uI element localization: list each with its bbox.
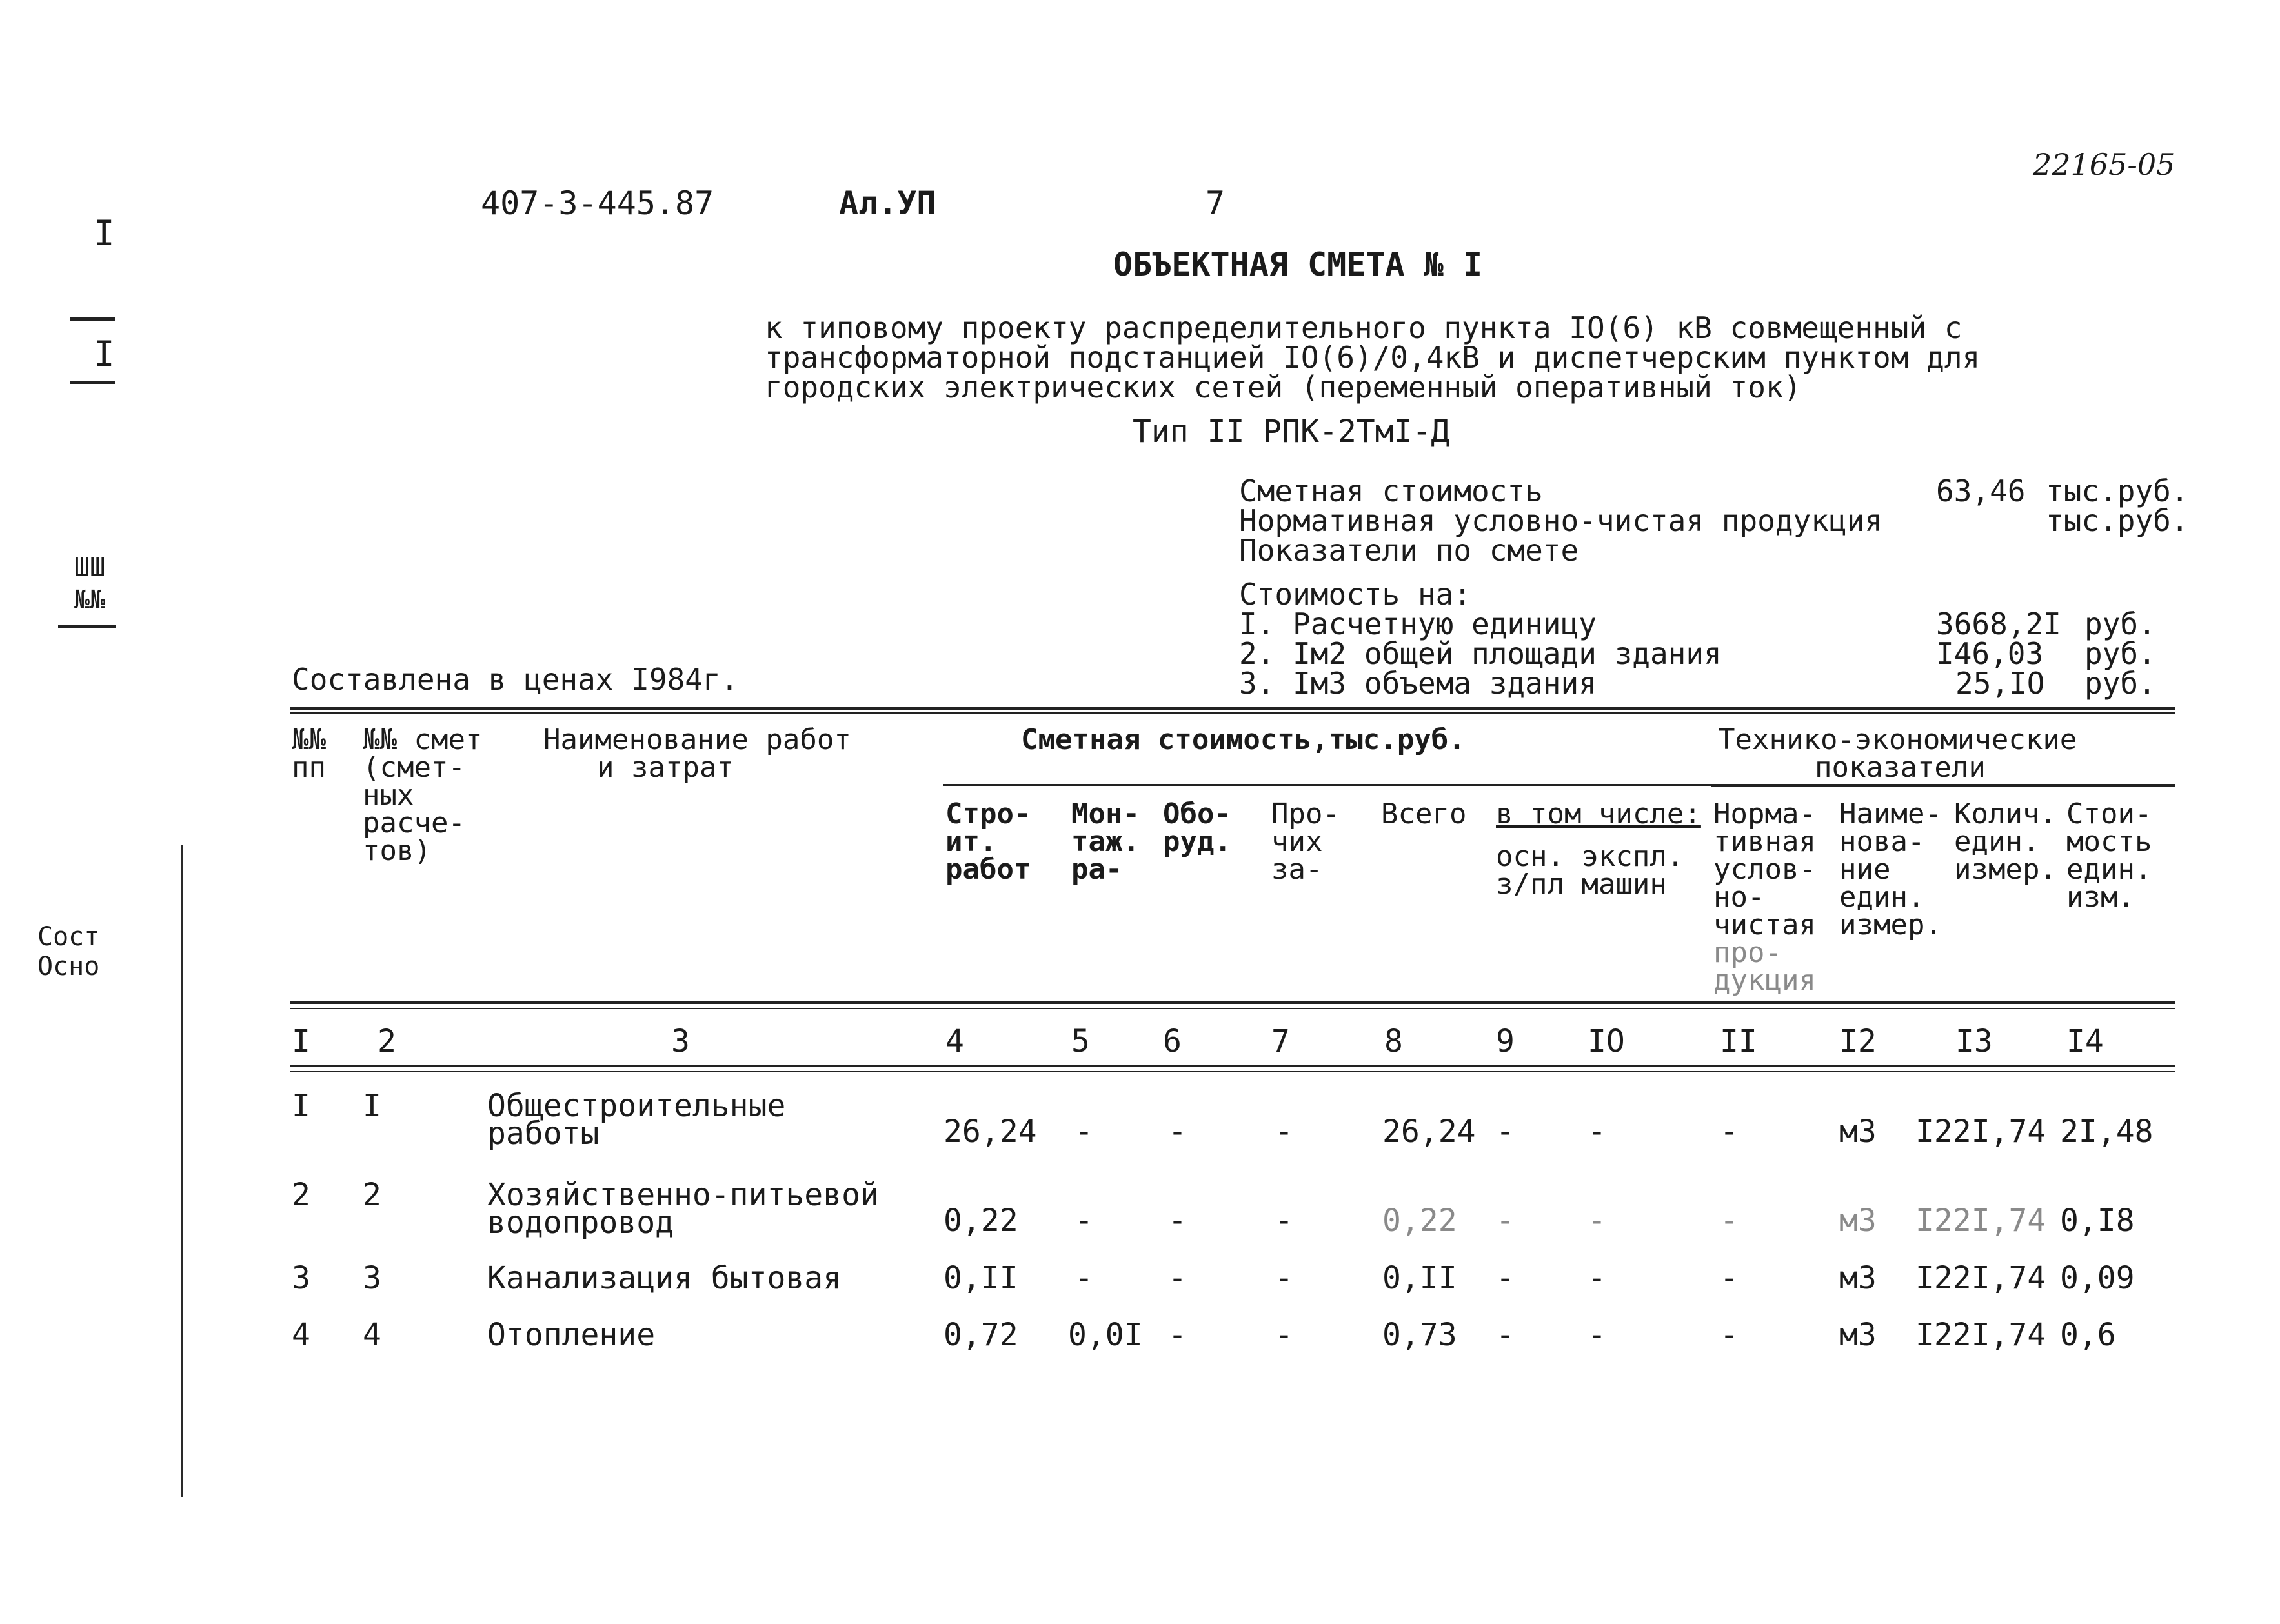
column-number-rule [290,1071,2175,1072]
mount-cost: - [1074,1203,1093,1239]
col-qty-header: един. [1954,825,2040,858]
header-rule [943,784,1721,786]
col-num-header: пп [292,751,326,784]
col-unitname-header: ние [1839,853,1891,886]
work-name: водопровод [487,1205,674,1241]
col-unitcost-header: изм. [2066,881,2135,914]
unit-cost: 0,I8 [2060,1203,2135,1239]
total-cost: 0,73 [1382,1317,1457,1353]
archive-stamp: 22165-05 [2033,147,2175,182]
cost-per-label: Стоимость на: [1239,577,1472,612]
other-cost: - [1275,1260,1293,1296]
total-cost: 0,II [1382,1260,1457,1296]
column-number: II [1720,1023,1757,1059]
unit-quantity: I22I,74 [1915,1260,2046,1296]
build-cost: 0,II [943,1260,1018,1296]
type-line: Тип II РПК-2ТмI-Д [1133,414,1450,450]
col-name-header: Наименование работ [543,723,851,756]
column-number: 9 [1496,1023,1515,1059]
indicators-label: Показатели по смете [1239,533,1579,568]
mount-cost: - [1074,1114,1093,1150]
estimate-number: 4 [363,1317,381,1353]
margin-rule [70,381,115,384]
cost-value: 63,46 [1936,474,2026,508]
equip-cost: - [1168,1114,1187,1150]
equip-cost: - [1168,1260,1187,1296]
page-number: 7 [1206,185,1226,222]
col-other-header: Про- [1271,797,1340,830]
col-unitname-header: измер. [1839,908,1942,941]
col-unitcost-header: един. [2066,853,2152,886]
indicator-value: 3668,2I [1936,606,2061,641]
tech-group-header: Технико-экономические [1718,723,2077,756]
equip-cost: - [1168,1203,1187,1239]
cost-group-header: Сметная стоимость,тыс.руб. [1021,723,1466,756]
total-cost: 26,24 [1382,1114,1476,1150]
document-title: ОБЪЕКТНАЯ СМЕТА № I [1113,246,1482,283]
other-cost: - [1275,1203,1293,1239]
unit-cost: 0,09 [2060,1260,2135,1296]
tech-group-header: показатели [1815,751,1986,784]
machine-cost: - [1588,1317,1606,1353]
margin-rule [70,317,115,321]
col-norm-header: чистая [1713,908,1816,941]
margin-rule [58,625,116,628]
total-cost: 0,22 [1382,1203,1457,1239]
work-name: работы [487,1116,600,1152]
doc-code: 407-3-445.87 [481,185,714,222]
col-num-header: №№ [292,723,326,756]
col-estimate-header: расче- [363,807,465,839]
col-build-header: Стро- [945,797,1031,830]
col-unitname-header: един. [1839,881,1925,914]
subtitle-line: трансформаторной подстанцией IO(6)/0,4кВ и диспетчерским пунктом для [765,340,1981,375]
prices-note: Составлена в ценах I984г. [292,662,739,697]
mount-cost: 0,0I [1068,1317,1143,1353]
column-number: I3 [1955,1023,1993,1059]
col-build-header: ит. [945,825,997,858]
col-equip-header: Обо- [1163,797,1231,830]
col-including-sub: з/пл машин [1496,868,1667,901]
estimate-number: 3 [363,1260,381,1296]
work-name: Общестроительные [487,1088,786,1124]
column-number: 3 [671,1023,690,1059]
unit-cost: 2I,48 [2060,1114,2154,1150]
unit-quantity: I22I,74 [1915,1203,2046,1239]
column-number-rule [290,1065,2175,1067]
col-other-header: чих [1271,825,1323,858]
column-number: 5 [1071,1023,1090,1059]
norm-unit: тыс.руб. [2046,503,2189,538]
col-total-header: Всего [1381,797,1467,830]
col-equip-header: руд. [1163,825,1231,858]
machine-cost: - [1588,1203,1606,1239]
indicator-unit: руб. [2084,666,2156,701]
work-name: Отопление [487,1317,656,1353]
col-norm-header: тивная [1713,825,1816,858]
margin-mark: I [94,213,115,254]
margin-mark: №№ [74,585,106,615]
header-rule [1711,784,2175,787]
row-number: 3 [292,1260,310,1296]
other-cost: - [1275,1317,1293,1353]
unit-cost: 0,6 [2060,1317,2116,1353]
col-estimate-header: тов) [363,834,431,867]
wages-cost: - [1496,1317,1515,1353]
indicator-value: 25,IO [1955,666,2045,701]
col-unitname-header: нова- [1839,825,1925,858]
col-name-header: и затрат [597,751,734,784]
margin-mark: Осно [37,952,100,981]
column-number: I [292,1023,310,1059]
wages-cost: - [1496,1114,1515,1150]
column-number: I4 [2066,1023,2104,1059]
margin-mark: Сост [37,922,100,952]
indicator-unit: руб. [2084,606,2156,641]
norm-product: - [1720,1317,1739,1353]
cost-label: Сметная стоимость [1239,474,1543,508]
col-norm-header: дукция [1713,964,1816,997]
col-unitcost-header: мость [2066,825,2152,858]
estimate-number: 2 [363,1177,381,1213]
col-including-header: в том числе: [1496,797,1701,830]
col-estimate-header: №№ смет [363,723,483,756]
indicator-label: 3. Iм3 объема здания [1239,666,1597,701]
table-top-rule [290,707,2175,710]
mount-cost: - [1074,1260,1093,1296]
col-estimate-header: ных [363,779,414,812]
wages-cost: - [1496,1260,1515,1296]
equip-cost: - [1168,1317,1187,1353]
build-cost: 0,72 [943,1317,1018,1353]
column-number: 7 [1271,1023,1290,1059]
machine-cost: - [1588,1114,1606,1150]
unit-quantity: I22I,74 [1915,1114,2046,1150]
col-build-header: работ [945,853,1031,886]
col-norm-header: но- [1713,881,1765,914]
col-mount-header: таж. [1071,825,1140,858]
machine-cost: - [1588,1260,1606,1296]
column-number: 2 [378,1023,396,1059]
cost-unit: тыс.руб. [2046,474,2189,508]
header-bottom-rule [290,1001,2175,1004]
margin-mark: ШШ [74,553,106,583]
header-bottom-rule [290,1008,2175,1009]
col-unitname-header: Наиме- [1839,797,1942,830]
col-unitcost-header: Стои- [2066,797,2152,830]
column-number: 4 [945,1023,964,1059]
column-number: 8 [1384,1023,1403,1059]
unit-name: м3 [1839,1317,1877,1353]
column-number: 6 [1163,1023,1182,1059]
unit-name: м3 [1839,1203,1877,1239]
indicator-label: 2. Iм2 общей площади здания [1239,636,1722,671]
wages-cost: - [1496,1203,1515,1239]
build-cost: 26,24 [943,1114,1037,1150]
album-number: Ал.УП [839,185,936,222]
col-qty-header: измер. [1954,853,2057,886]
norm-label: Нормативная условно-чистая продукция [1239,503,1882,538]
col-norm-header: Норма- [1713,797,1816,830]
col-norm-header: услов- [1713,853,1816,886]
col-including-sub: осн. экспл. [1496,840,1684,873]
row-number: 2 [292,1177,310,1213]
column-number: IO [1588,1023,1625,1059]
unit-name: м3 [1839,1260,1877,1296]
norm-product: - [1720,1260,1739,1296]
unit-quantity: I22I,74 [1915,1317,2046,1353]
row-number: I [292,1088,310,1124]
norm-product: - [1720,1114,1739,1150]
col-mount-header: ра- [1071,853,1123,886]
unit-name: м3 [1839,1114,1877,1150]
col-qty-header: Колич. [1954,797,2057,830]
margin-mark: I [94,334,115,374]
indicator-label: I. Расчетную единицу [1239,606,1597,641]
indicator-value: I46,03 [1936,636,2044,671]
estimate-number: I [363,1088,381,1124]
column-number: I2 [1839,1023,1877,1059]
col-norm-header: про- [1713,936,1782,969]
subtitle-line: к типовому проекту распределительного пункта IO(6) кВ совмещенный с [765,310,1962,345]
table-top-rule [290,712,2175,714]
build-cost: 0,22 [943,1203,1018,1239]
row-number: 4 [292,1317,310,1353]
other-cost: - [1275,1114,1293,1150]
binding-line [181,845,183,1497]
norm-product: - [1720,1203,1739,1239]
subtitle-line: городских электрических сетей (переменный оперативный ток) [765,370,1802,405]
col-estimate-header: (смет- [363,751,465,784]
col-other-header: за- [1271,853,1323,886]
indicator-unit: руб. [2084,636,2156,671]
work-name: Хозяйственно-питьевой [487,1177,879,1213]
col-mount-header: Мон- [1071,797,1140,830]
work-name: Канализация бытовая [487,1260,842,1296]
